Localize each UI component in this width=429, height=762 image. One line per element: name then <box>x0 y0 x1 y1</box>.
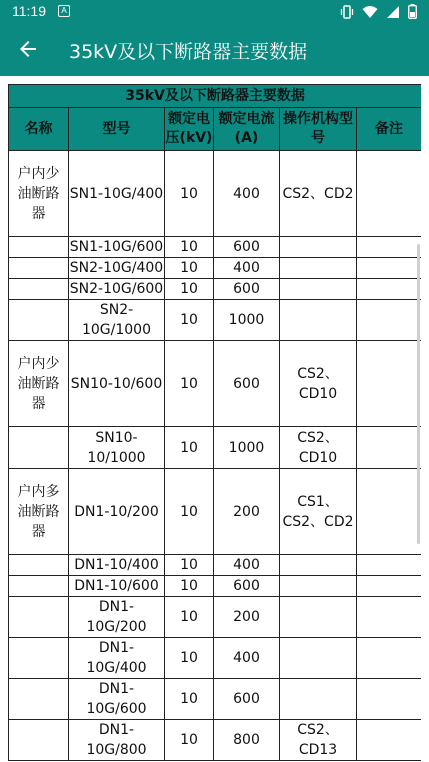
cell-name <box>9 679 69 720</box>
column-header: 额定电压(kV) <box>165 108 214 151</box>
cell-name <box>9 638 69 679</box>
cell-model: SN2-10G/400 <box>69 258 165 279</box>
status-bar <box>0 0 429 24</box>
signal-icon <box>386 5 400 19</box>
cell-note <box>357 638 422 679</box>
cell-mechanism <box>280 237 357 258</box>
cell-voltage: 10 <box>165 237 214 258</box>
cell-mechanism <box>280 300 357 341</box>
table-row <box>9 237 422 258</box>
cell-note <box>357 279 422 300</box>
breaker-data-table <box>8 84 421 761</box>
cell-model: SN10-10/600 <box>69 341 165 427</box>
cell-mechanism <box>280 555 357 576</box>
cell-voltage: 10 <box>165 679 214 720</box>
cell-note <box>357 679 422 720</box>
cell-current: 400 <box>214 258 280 279</box>
cell-note <box>357 597 422 638</box>
cell-name <box>9 258 69 279</box>
table-row <box>9 469 422 555</box>
cell-note <box>357 555 422 576</box>
column-header: 额定电流(A) <box>214 108 280 151</box>
cell-model: DN1-10/600 <box>69 576 165 597</box>
table-row <box>9 555 422 576</box>
cell-voltage: 10 <box>165 427 214 469</box>
cell-model: SN2-10G/1000 <box>69 300 165 341</box>
cell-current: 400 <box>214 555 280 576</box>
cell-model: DN1-10G/200 <box>69 597 165 638</box>
cell-note <box>357 151 422 237</box>
cell-mechanism <box>280 679 357 720</box>
table-row <box>9 341 422 427</box>
cell-current: 1000 <box>214 300 280 341</box>
notification-a-icon: A <box>58 5 70 17</box>
column-header: 操作机构型号 <box>280 108 357 151</box>
arrow-back-icon[interactable] <box>16 37 40 61</box>
cell-note <box>357 300 422 341</box>
column-header: 型号 <box>69 108 165 151</box>
table-row <box>9 576 422 597</box>
cell-model: DN1-10G/600 <box>69 679 165 720</box>
table-row <box>9 638 422 679</box>
cell-mechanism: CS1、CS2、CD2 <box>280 469 357 555</box>
table-row <box>9 427 422 469</box>
cell-name: 户内少油断路器 <box>9 341 69 427</box>
cell-current: 600 <box>214 341 280 427</box>
cell-name <box>9 300 69 341</box>
cell-current: 600 <box>214 679 280 720</box>
cell-voltage: 10 <box>165 638 214 679</box>
cell-current: 400 <box>214 638 280 679</box>
table-row <box>9 679 422 720</box>
cell-current: 1000 <box>214 427 280 469</box>
cell-name <box>9 279 69 300</box>
scrollbar[interactable] <box>417 244 420 544</box>
cell-note <box>357 427 422 469</box>
vibrate-icon <box>340 5 354 19</box>
cell-note <box>357 258 422 279</box>
status-icons <box>340 4 417 19</box>
table-row <box>9 720 422 761</box>
cell-note <box>357 341 422 427</box>
cell-model: DN1-10G/800 <box>69 720 165 761</box>
cell-name <box>9 555 69 576</box>
app-bar <box>0 24 429 76</box>
cell-voltage: 10 <box>165 597 214 638</box>
cell-name <box>9 597 69 638</box>
cell-mechanism: CS2、CD10 <box>280 341 357 427</box>
cell-model: SN10-10/1000 <box>69 427 165 469</box>
cell-voltage: 10 <box>165 279 214 300</box>
cell-voltage: 10 <box>165 258 214 279</box>
cell-mechanism <box>280 597 357 638</box>
cell-voltage: 10 <box>165 300 214 341</box>
cell-current: 600 <box>214 576 280 597</box>
cell-mechanism <box>280 279 357 300</box>
status-time: 11:19 <box>12 3 46 19</box>
cell-note <box>357 469 422 555</box>
cell-mechanism: CS2、CD13 <box>280 720 357 761</box>
cell-current: 800 <box>214 720 280 761</box>
page-title: 35kV及以下断路器主要数据 <box>69 41 308 63</box>
cell-note <box>357 576 422 597</box>
cell-voltage: 10 <box>165 469 214 555</box>
cell-voltage: 10 <box>165 555 214 576</box>
column-header: 名称 <box>9 108 69 151</box>
cell-name: 户内多油断路器 <box>9 469 69 555</box>
cell-current: 600 <box>214 237 280 258</box>
cell-voltage: 10 <box>165 341 214 427</box>
cell-model: DN1-10G/400 <box>69 638 165 679</box>
cell-model: SN2-10G/600 <box>69 279 165 300</box>
cell-note <box>357 720 422 761</box>
cell-current: 600 <box>214 279 280 300</box>
battery-icon <box>408 4 417 19</box>
table-row <box>9 597 422 638</box>
cell-name <box>9 427 69 469</box>
cell-model: DN1-10/200 <box>69 469 165 555</box>
cell-current: 200 <box>214 469 280 555</box>
cell-model: SN1-10G/600 <box>69 237 165 258</box>
data-table-container[interactable] <box>8 84 421 762</box>
cell-current: 200 <box>214 597 280 638</box>
cell-voltage: 10 <box>165 720 214 761</box>
cell-current: 400 <box>214 151 280 237</box>
table-row <box>9 151 422 237</box>
table-row <box>9 300 422 341</box>
cell-name: 户内少油断路器 <box>9 151 69 237</box>
cell-model: DN1-10/400 <box>69 555 165 576</box>
table-caption: 35kV及以下断路器主要数据 <box>9 85 422 108</box>
table-row <box>9 279 422 300</box>
cell-mechanism: CS2、CD2 <box>280 151 357 237</box>
table-row <box>9 258 422 279</box>
cell-mechanism <box>280 638 357 679</box>
cell-mechanism: CS2、CD10 <box>280 427 357 469</box>
cell-model: SN1-10G/400 <box>69 151 165 237</box>
cell-voltage: 10 <box>165 151 214 237</box>
wifi-icon <box>362 5 378 19</box>
cell-name <box>9 576 69 597</box>
cell-note <box>357 237 422 258</box>
cell-name <box>9 720 69 761</box>
cell-voltage: 10 <box>165 576 214 597</box>
column-header: 备注 <box>357 108 422 151</box>
cell-mechanism <box>280 258 357 279</box>
cell-name <box>9 237 69 258</box>
cell-mechanism <box>280 576 357 597</box>
